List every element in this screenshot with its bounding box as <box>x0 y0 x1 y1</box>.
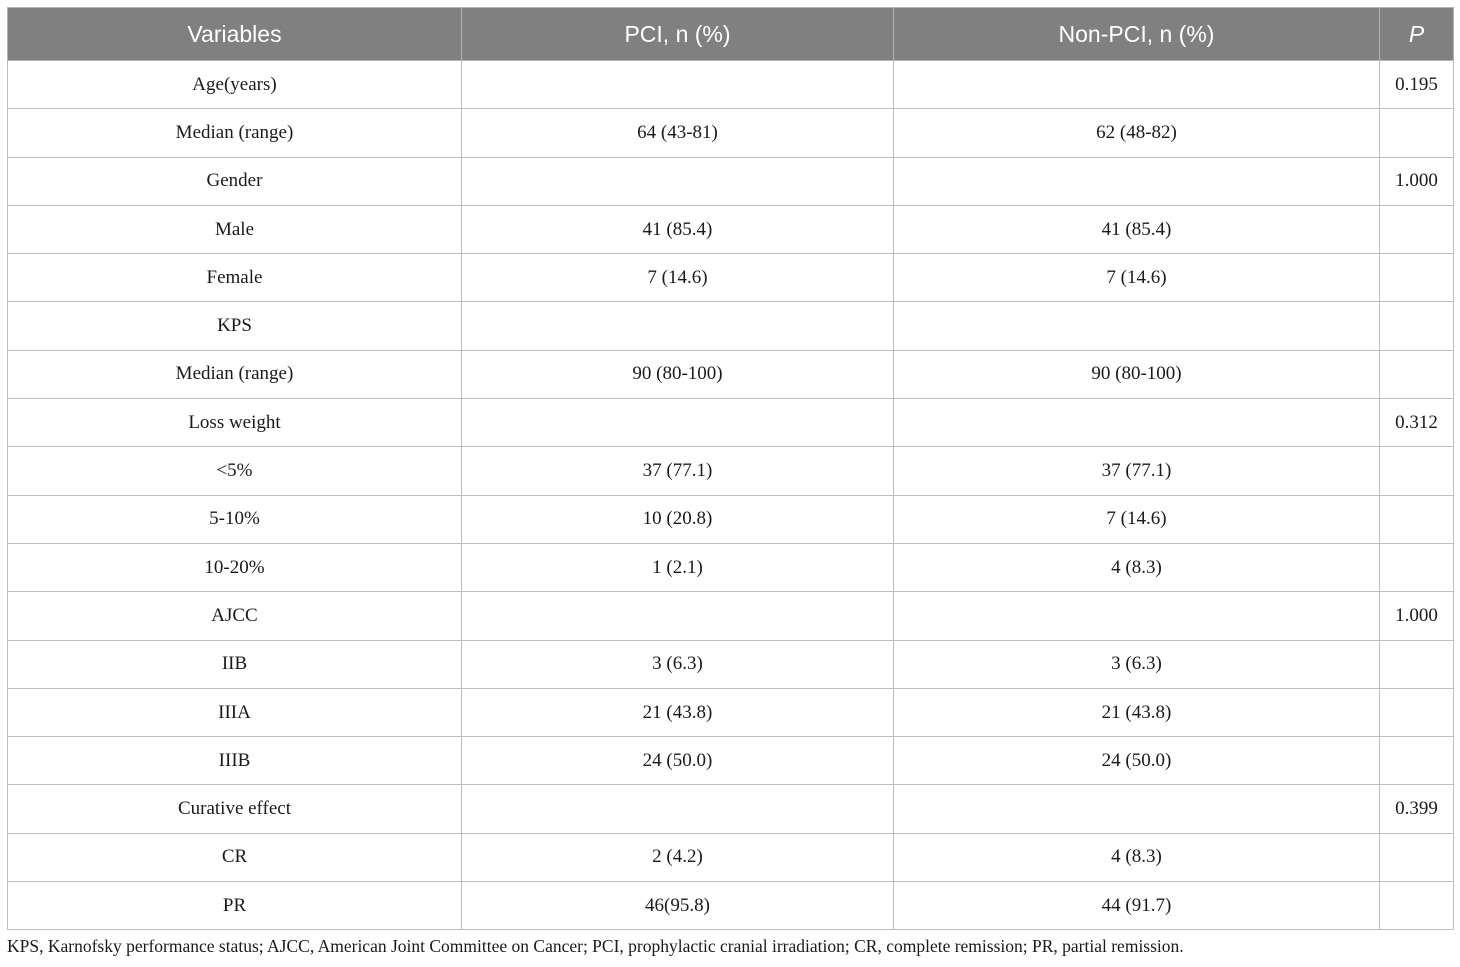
table-row <box>8 205 1454 253</box>
variable-cell: <5% <box>8 447 462 495</box>
variable-cell: Median (range) <box>8 109 462 157</box>
p-value-cell: 0.312 <box>1380 399 1454 447</box>
non-pci-cell: 7 (14.6) <box>894 254 1380 302</box>
table-footnote: KPS, Karnofsky performance status; AJCC, American Joint Committee on Cancer; PCI, prophylactic cranial irradiation; CR, complete remission; PR, partial remission. <box>7 936 1184 956</box>
pci-cell: 37 (77.1) <box>462 447 894 495</box>
non-pci-cell: 7 (14.6) <box>894 495 1380 543</box>
table-row <box>8 447 1454 495</box>
pci-cell: 3 (6.3) <box>462 640 894 688</box>
pci-cell: 46(95.8) <box>462 882 894 930</box>
non-pci-cell <box>894 157 1380 205</box>
non-pci-cell <box>894 61 1380 109</box>
p-value-cell <box>1380 833 1454 881</box>
table-row <box>8 157 1454 205</box>
pci-cell <box>462 61 894 109</box>
p-value-cell <box>1380 205 1454 253</box>
variable-cell: Male <box>8 205 462 253</box>
non-pci-cell: 62 (48-82) <box>894 109 1380 157</box>
p-value-cell <box>1380 495 1454 543</box>
non-pci-cell: 41 (85.4) <box>894 205 1380 253</box>
table-row <box>8 254 1454 302</box>
p-value-cell <box>1380 882 1454 930</box>
header-pci: PCI, n (%) <box>462 8 894 61</box>
variable-cell: CR <box>8 833 462 881</box>
variable-cell: KPS <box>8 302 462 350</box>
p-value-cell <box>1380 640 1454 688</box>
variable-cell: Female <box>8 254 462 302</box>
table-body <box>8 61 1454 930</box>
p-value-cell: 1.000 <box>1380 592 1454 640</box>
table-row <box>8 302 1454 350</box>
pci-cell: 2 (4.2) <box>462 833 894 881</box>
variable-cell: Age(years) <box>8 61 462 109</box>
pci-cell: 7 (14.6) <box>462 254 894 302</box>
non-pci-cell: 90 (80-100) <box>894 350 1380 398</box>
table-row <box>8 640 1454 688</box>
header-row <box>8 8 1454 61</box>
pci-cell <box>462 785 894 833</box>
pci-cell <box>462 399 894 447</box>
p-value-cell: 0.399 <box>1380 785 1454 833</box>
variable-cell: AJCC <box>8 592 462 640</box>
variable-cell: IIB <box>8 640 462 688</box>
pci-cell <box>462 302 894 350</box>
table-row <box>8 61 1454 109</box>
table-row <box>8 543 1454 591</box>
pci-cell: 1 (2.1) <box>462 543 894 591</box>
pci-cell: 41 (85.4) <box>462 205 894 253</box>
baseline-characteristics-table-container <box>7 7 1453 930</box>
variable-cell: PR <box>8 882 462 930</box>
non-pci-cell <box>894 592 1380 640</box>
p-value-cell <box>1380 254 1454 302</box>
baseline-characteristics-table <box>7 7 1454 930</box>
pci-cell <box>462 592 894 640</box>
non-pci-cell: 4 (8.3) <box>894 543 1380 591</box>
pci-cell <box>462 157 894 205</box>
table-row <box>8 688 1454 736</box>
table-row <box>8 350 1454 398</box>
p-value-cell <box>1380 350 1454 398</box>
p-value-cell <box>1380 302 1454 350</box>
pci-cell: 24 (50.0) <box>462 737 894 785</box>
variable-cell: IIIB <box>8 737 462 785</box>
non-pci-cell: 4 (8.3) <box>894 833 1380 881</box>
non-pci-cell: 37 (77.1) <box>894 447 1380 495</box>
table-row <box>8 785 1454 833</box>
table-row <box>8 399 1454 447</box>
p-value-cell <box>1380 737 1454 785</box>
non-pci-cell: 44 (91.7) <box>894 882 1380 930</box>
p-value-cell: 1.000 <box>1380 157 1454 205</box>
p-value-cell <box>1380 447 1454 495</box>
p-value-cell <box>1380 543 1454 591</box>
table-row <box>8 592 1454 640</box>
variable-cell: 5-10% <box>8 495 462 543</box>
pci-cell: 21 (43.8) <box>462 688 894 736</box>
p-value-cell: 0.195 <box>1380 61 1454 109</box>
variable-cell: Loss weight <box>8 399 462 447</box>
header-non-pci: Non-PCI, n (%) <box>894 8 1380 61</box>
variable-cell: Curative effect <box>8 785 462 833</box>
p-value-cell <box>1380 109 1454 157</box>
non-pci-cell <box>894 785 1380 833</box>
non-pci-cell: 3 (6.3) <box>894 640 1380 688</box>
non-pci-cell: 21 (43.8) <box>894 688 1380 736</box>
non-pci-cell <box>894 302 1380 350</box>
p-value-cell <box>1380 688 1454 736</box>
variable-cell: 10-20% <box>8 543 462 591</box>
pci-cell: 64 (43-81) <box>462 109 894 157</box>
non-pci-cell: 24 (50.0) <box>894 737 1380 785</box>
header-variables: Variables <box>8 8 462 61</box>
table-row <box>8 833 1454 881</box>
table-header <box>8 8 1454 61</box>
table-row <box>8 495 1454 543</box>
variable-cell: Gender <box>8 157 462 205</box>
non-pci-cell <box>894 399 1380 447</box>
pci-cell: 10 (20.8) <box>462 495 894 543</box>
pci-cell: 90 (80-100) <box>462 350 894 398</box>
variable-cell: IIIA <box>8 688 462 736</box>
table-row <box>8 109 1454 157</box>
table-row <box>8 737 1454 785</box>
variable-cell: Median (range) <box>8 350 462 398</box>
header-p-value: P <box>1380 8 1454 61</box>
table-row <box>8 882 1454 930</box>
